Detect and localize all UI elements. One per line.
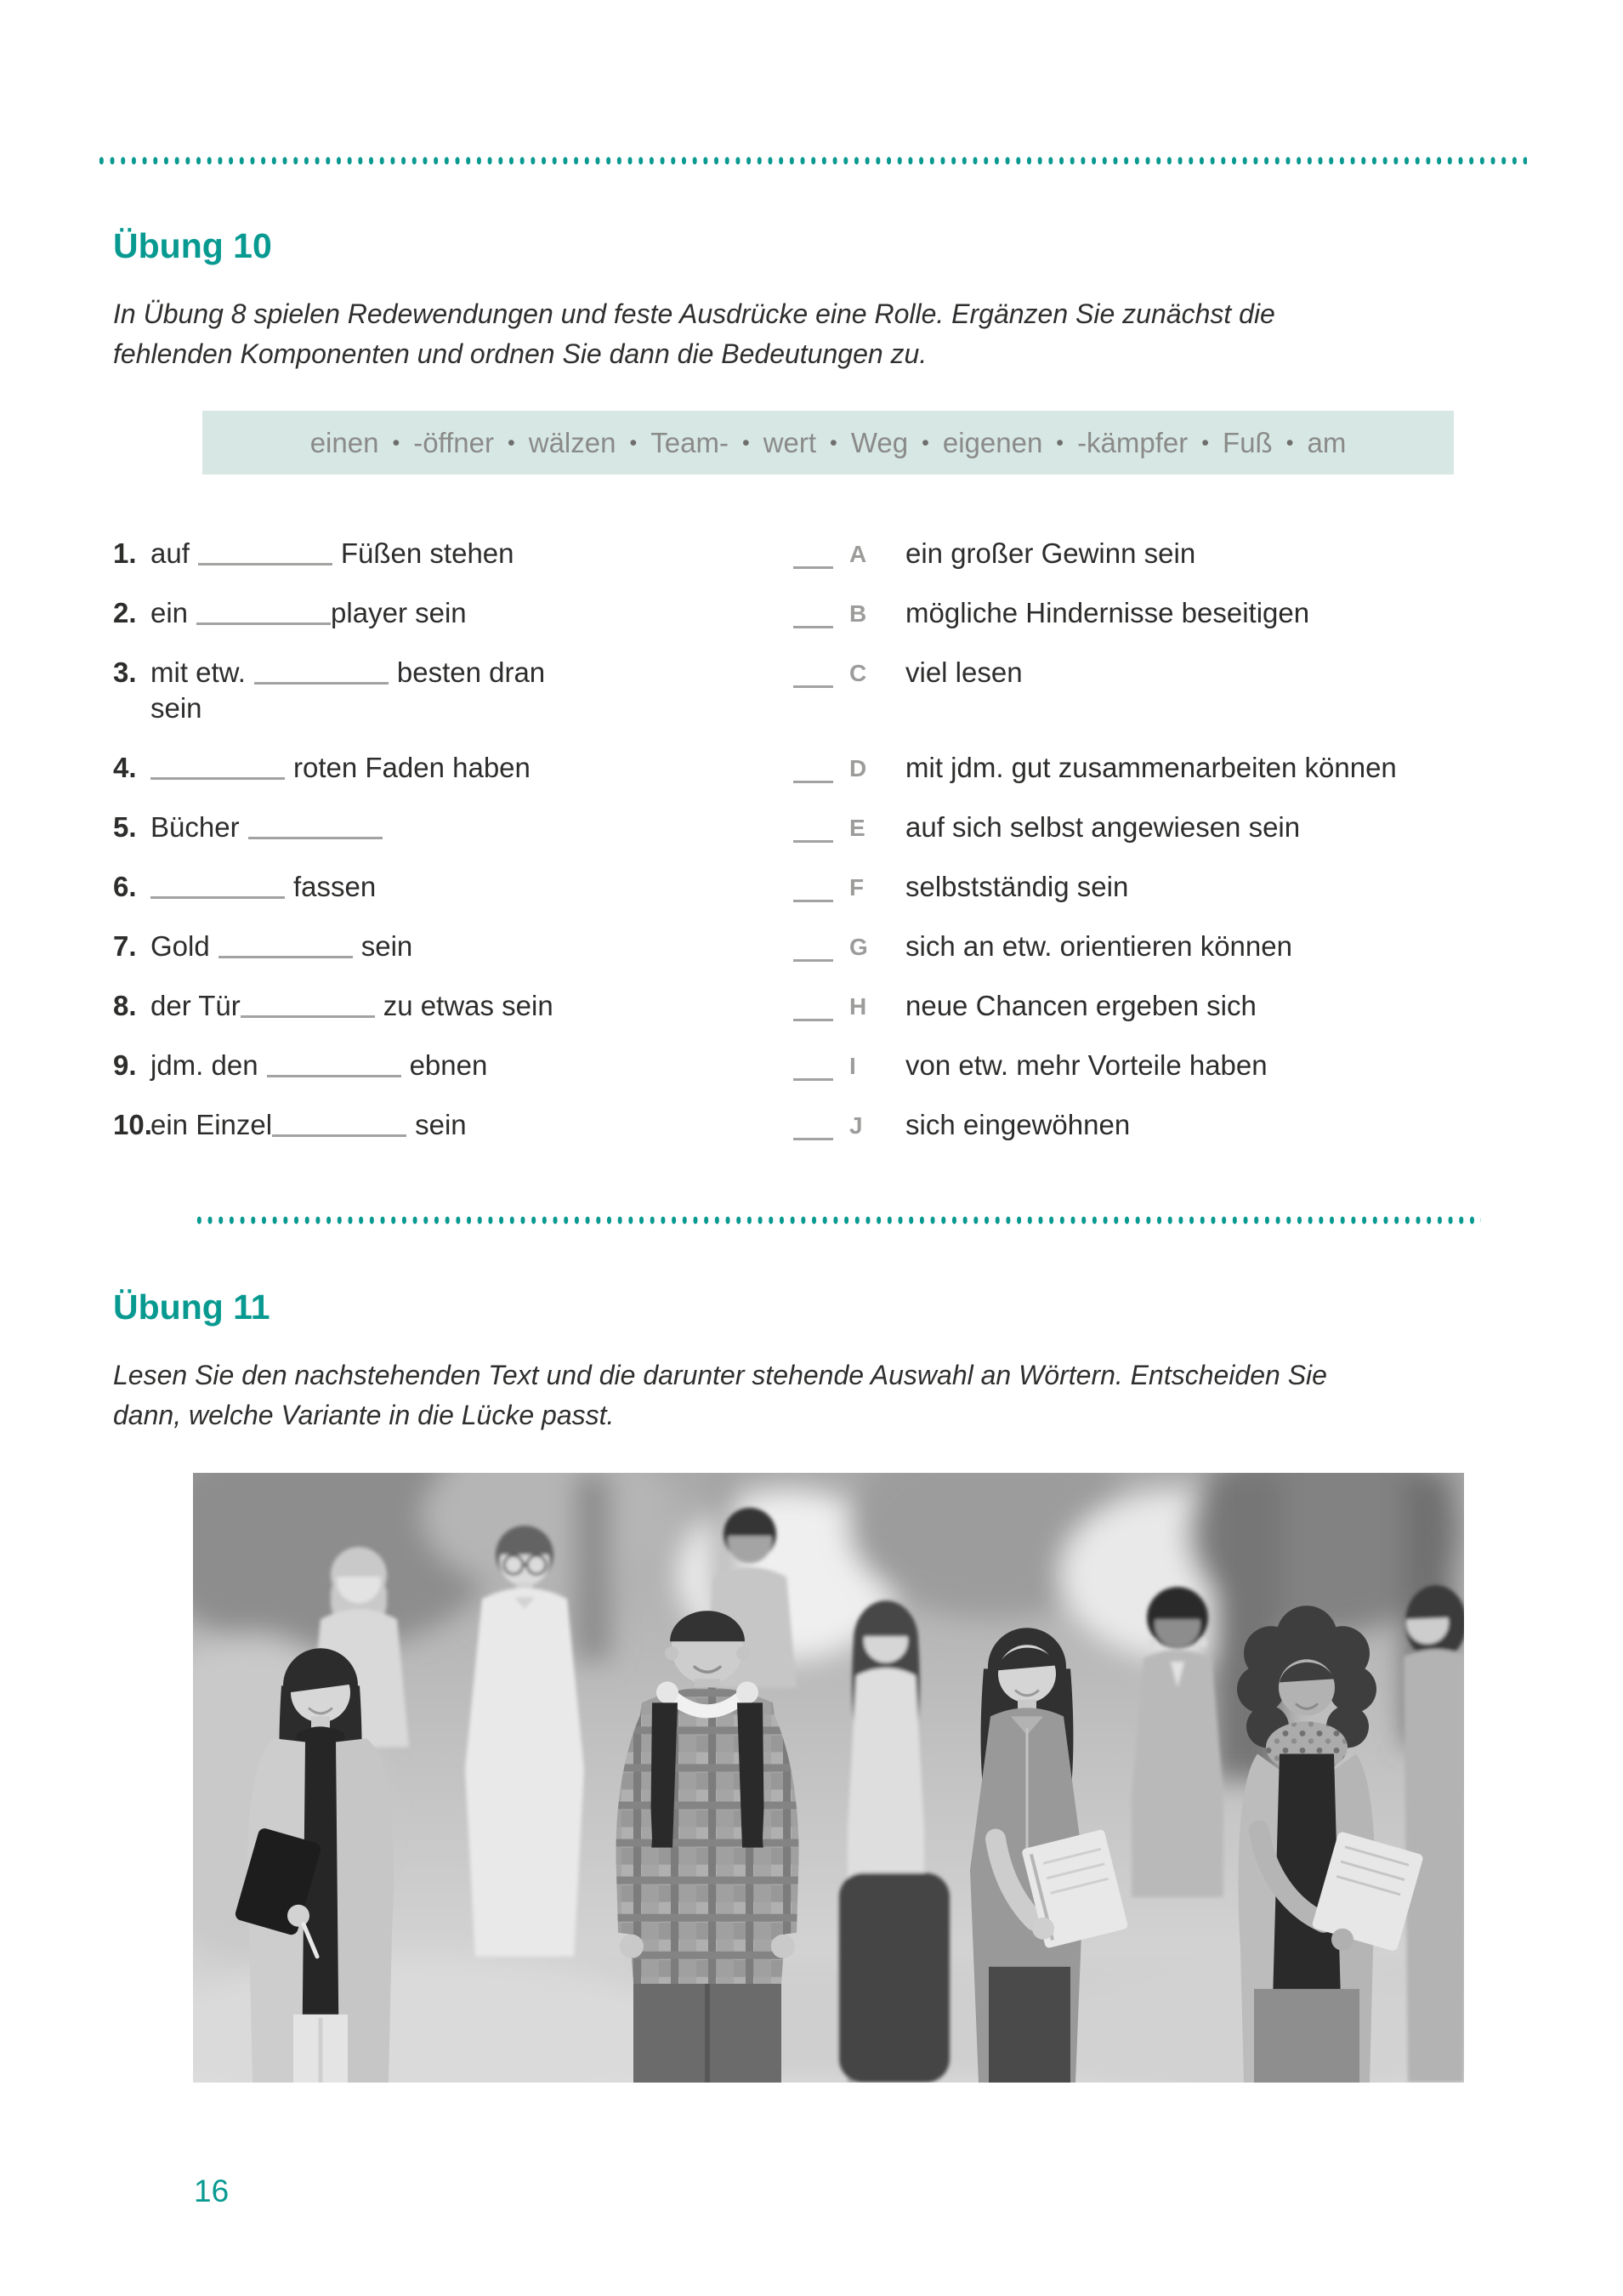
- answer-blank[interactable]: [793, 810, 833, 843]
- exercise-item-row: [113, 988, 1575, 1024]
- option-letter: F: [849, 874, 865, 901]
- option-letter: C: [849, 660, 867, 686]
- students-photo-illustration: [193, 1473, 1464, 2083]
- bullet-separator: •: [741, 431, 750, 455]
- answer-blank[interactable]: [793, 655, 833, 688]
- word-bank-word: wälzen: [528, 427, 616, 458]
- students-walking-group-photo: [193, 1473, 1464, 2083]
- option-letter: E: [849, 815, 865, 841]
- option-meaning: viel lesen: [905, 656, 1023, 688]
- page-number: 16: [194, 2174, 230, 2208]
- phrase-suffix: zu etwas sein: [383, 990, 553, 1021]
- phrase-suffix: player sein: [331, 597, 467, 628]
- phrase-prefix: auf: [150, 537, 190, 569]
- fill-in-blank[interactable]: [198, 560, 332, 565]
- exercise-item-row: [113, 869, 1575, 905]
- phrase-suffix: Füßen stehen: [340, 537, 514, 569]
- fill-in-blank[interactable]: [241, 1012, 375, 1018]
- option-meaning: ein großer Gewinn sein: [905, 537, 1196, 569]
- word-bank: [202, 411, 1454, 475]
- fill-in-blank[interactable]: [254, 679, 389, 685]
- option-meaning: von etw. mehr Vorteile haben: [905, 1049, 1268, 1081]
- item-number: 10.: [113, 1109, 152, 1140]
- option-meaning: neue Chancen ergeben sich: [905, 990, 1257, 1021]
- phrase-prefix: der Tür: [150, 990, 241, 1021]
- exercise-item-row: [113, 810, 1575, 845]
- option-meaning: mit jdm. gut zusammenarbeiten können: [905, 752, 1397, 783]
- option-letter: B: [849, 600, 867, 627]
- exercise-item-row: [113, 1107, 1575, 1143]
- bullet-separator: •: [830, 431, 837, 455]
- word-bank-word: -kämpfer: [1077, 427, 1189, 458]
- exercise10-items: [113, 536, 1575, 1167]
- item-phrase: [150, 750, 593, 786]
- word-bank-word: am: [1307, 427, 1347, 458]
- answer-blank[interactable]: [793, 1107, 833, 1140]
- fill-in-blank[interactable]: [248, 833, 383, 839]
- word-bank-word: wert: [763, 427, 817, 458]
- word-bank-word: Team-: [650, 427, 729, 458]
- item-phrase: [150, 988, 593, 1024]
- exercise-item-row: [113, 595, 1575, 631]
- bullet-separator: •: [1201, 431, 1210, 455]
- phrase-prefix: ein Einzel: [150, 1109, 273, 1140]
- word-bank-word: einen: [309, 427, 379, 458]
- item-phrase: [150, 1048, 593, 1083]
- phrase-prefix: Gold: [150, 930, 210, 962]
- option-letter: I: [849, 1053, 856, 1079]
- answer-blank[interactable]: [793, 988, 833, 1021]
- person-far-right-woman: [1404, 1585, 1464, 2083]
- exercise11-instructions: Lesen Sie den nachstehenden Text und die darunter stehende Auswahl an Wörtern. Entscheiden Sie dann, welche Variante in die Lücke passt.: [113, 1360, 1327, 1430]
- answer-blank[interactable]: [793, 536, 833, 569]
- answer-blank[interactable]: [793, 1048, 833, 1081]
- phrase-prefix: Bücher: [150, 811, 240, 843]
- answer-blank[interactable]: [793, 595, 833, 628]
- item-phrase: [150, 595, 593, 631]
- dotted-divider-middle: [194, 1216, 1481, 1225]
- exercise10-title: Übung 10: [113, 226, 272, 265]
- item-phrase: [150, 1107, 593, 1143]
- fill-in-blank[interactable]: [150, 893, 285, 899]
- fill-in-blank[interactable]: [272, 1131, 406, 1137]
- item-phrase: [150, 810, 593, 845]
- bullet-separator: •: [629, 431, 638, 455]
- word-bank-word: eigenen: [942, 427, 1043, 458]
- phrase-suffix: sein: [360, 930, 413, 962]
- item-number: 1.: [113, 537, 137, 569]
- exercise11-title: Übung 11: [113, 1287, 270, 1327]
- option-letter: A: [849, 541, 867, 567]
- item-number: 8.: [113, 990, 137, 1021]
- exercise-item-row: [113, 655, 1575, 726]
- phrase-suffix: sein: [415, 1109, 467, 1140]
- item-number: 4.: [113, 752, 137, 783]
- bullet-separator: •: [1056, 431, 1064, 455]
- exercise10-instructions: In Übung 8 spielen Redewendungen und feste Ausdrücke eine Rolle. Ergänzen Sie zunächst die fehlenden Komponenten und ordnen Sie dann die Bedeutungen zu.: [113, 298, 1275, 369]
- dotted-divider-top: [96, 156, 1527, 165]
- option-meaning: selbstständig sein: [905, 871, 1129, 902]
- option-meaning: sich an etw. orientieren können: [905, 930, 1292, 962]
- option-letter: J: [849, 1112, 863, 1139]
- word-bank-word: -öffner: [413, 427, 494, 458]
- phrase-suffix: ebnen: [409, 1049, 488, 1081]
- phrase-prefix: mit etw.: [150, 656, 246, 688]
- option-letter: G: [849, 934, 868, 960]
- bullet-separator: •: [507, 431, 515, 455]
- item-phrase: [150, 655, 593, 726]
- phrase-suffix: besten dran sein: [150, 656, 546, 724]
- option-letter: D: [849, 755, 867, 781]
- item-phrase: [150, 536, 593, 571]
- word-bank-word: Weg: [850, 427, 909, 458]
- item-number: 5.: [113, 811, 137, 843]
- option-meaning: mögliche Hindernisse beseitigen: [905, 597, 1310, 628]
- exercise-item-row: [113, 536, 1575, 571]
- fill-in-blank[interactable]: [267, 1071, 401, 1077]
- item-number: 3.: [113, 656, 137, 688]
- fill-in-blank[interactable]: [218, 952, 353, 958]
- exercise-item-row: [113, 750, 1575, 786]
- phrase-prefix: jdm. den: [150, 1049, 258, 1081]
- option-meaning: auf sich selbst angewiesen sein: [905, 811, 1301, 843]
- bullet-separator: •: [922, 431, 929, 455]
- option-letter: H: [849, 993, 867, 1020]
- item-number: 7.: [113, 930, 137, 962]
- fill-in-blank[interactable]: [150, 774, 285, 780]
- phrase-prefix: ein: [150, 597, 189, 628]
- item-phrase: [150, 869, 593, 905]
- word-bank-word: Fuß: [1223, 427, 1273, 458]
- answer-blank[interactable]: [793, 869, 833, 902]
- option-meaning: sich eingewöhnen: [905, 1109, 1131, 1140]
- item-number: 9.: [113, 1049, 137, 1081]
- phrase-suffix: roten Faden haben: [293, 752, 531, 783]
- bullet-separator: •: [1285, 431, 1294, 455]
- dark-bag: [839, 1873, 950, 2083]
- answer-blank[interactable]: [793, 750, 833, 783]
- exercise-item-row: [113, 1048, 1575, 1083]
- answer-blank[interactable]: [793, 929, 833, 962]
- phrase-suffix: fassen: [293, 871, 377, 902]
- item-number: 2.: [113, 597, 137, 628]
- bullet-separator: •: [392, 431, 400, 455]
- exercise-item-row: [113, 929, 1575, 964]
- item-number: 6.: [113, 871, 137, 902]
- item-phrase: [150, 929, 593, 964]
- fill-in-blank[interactable]: [196, 619, 331, 625]
